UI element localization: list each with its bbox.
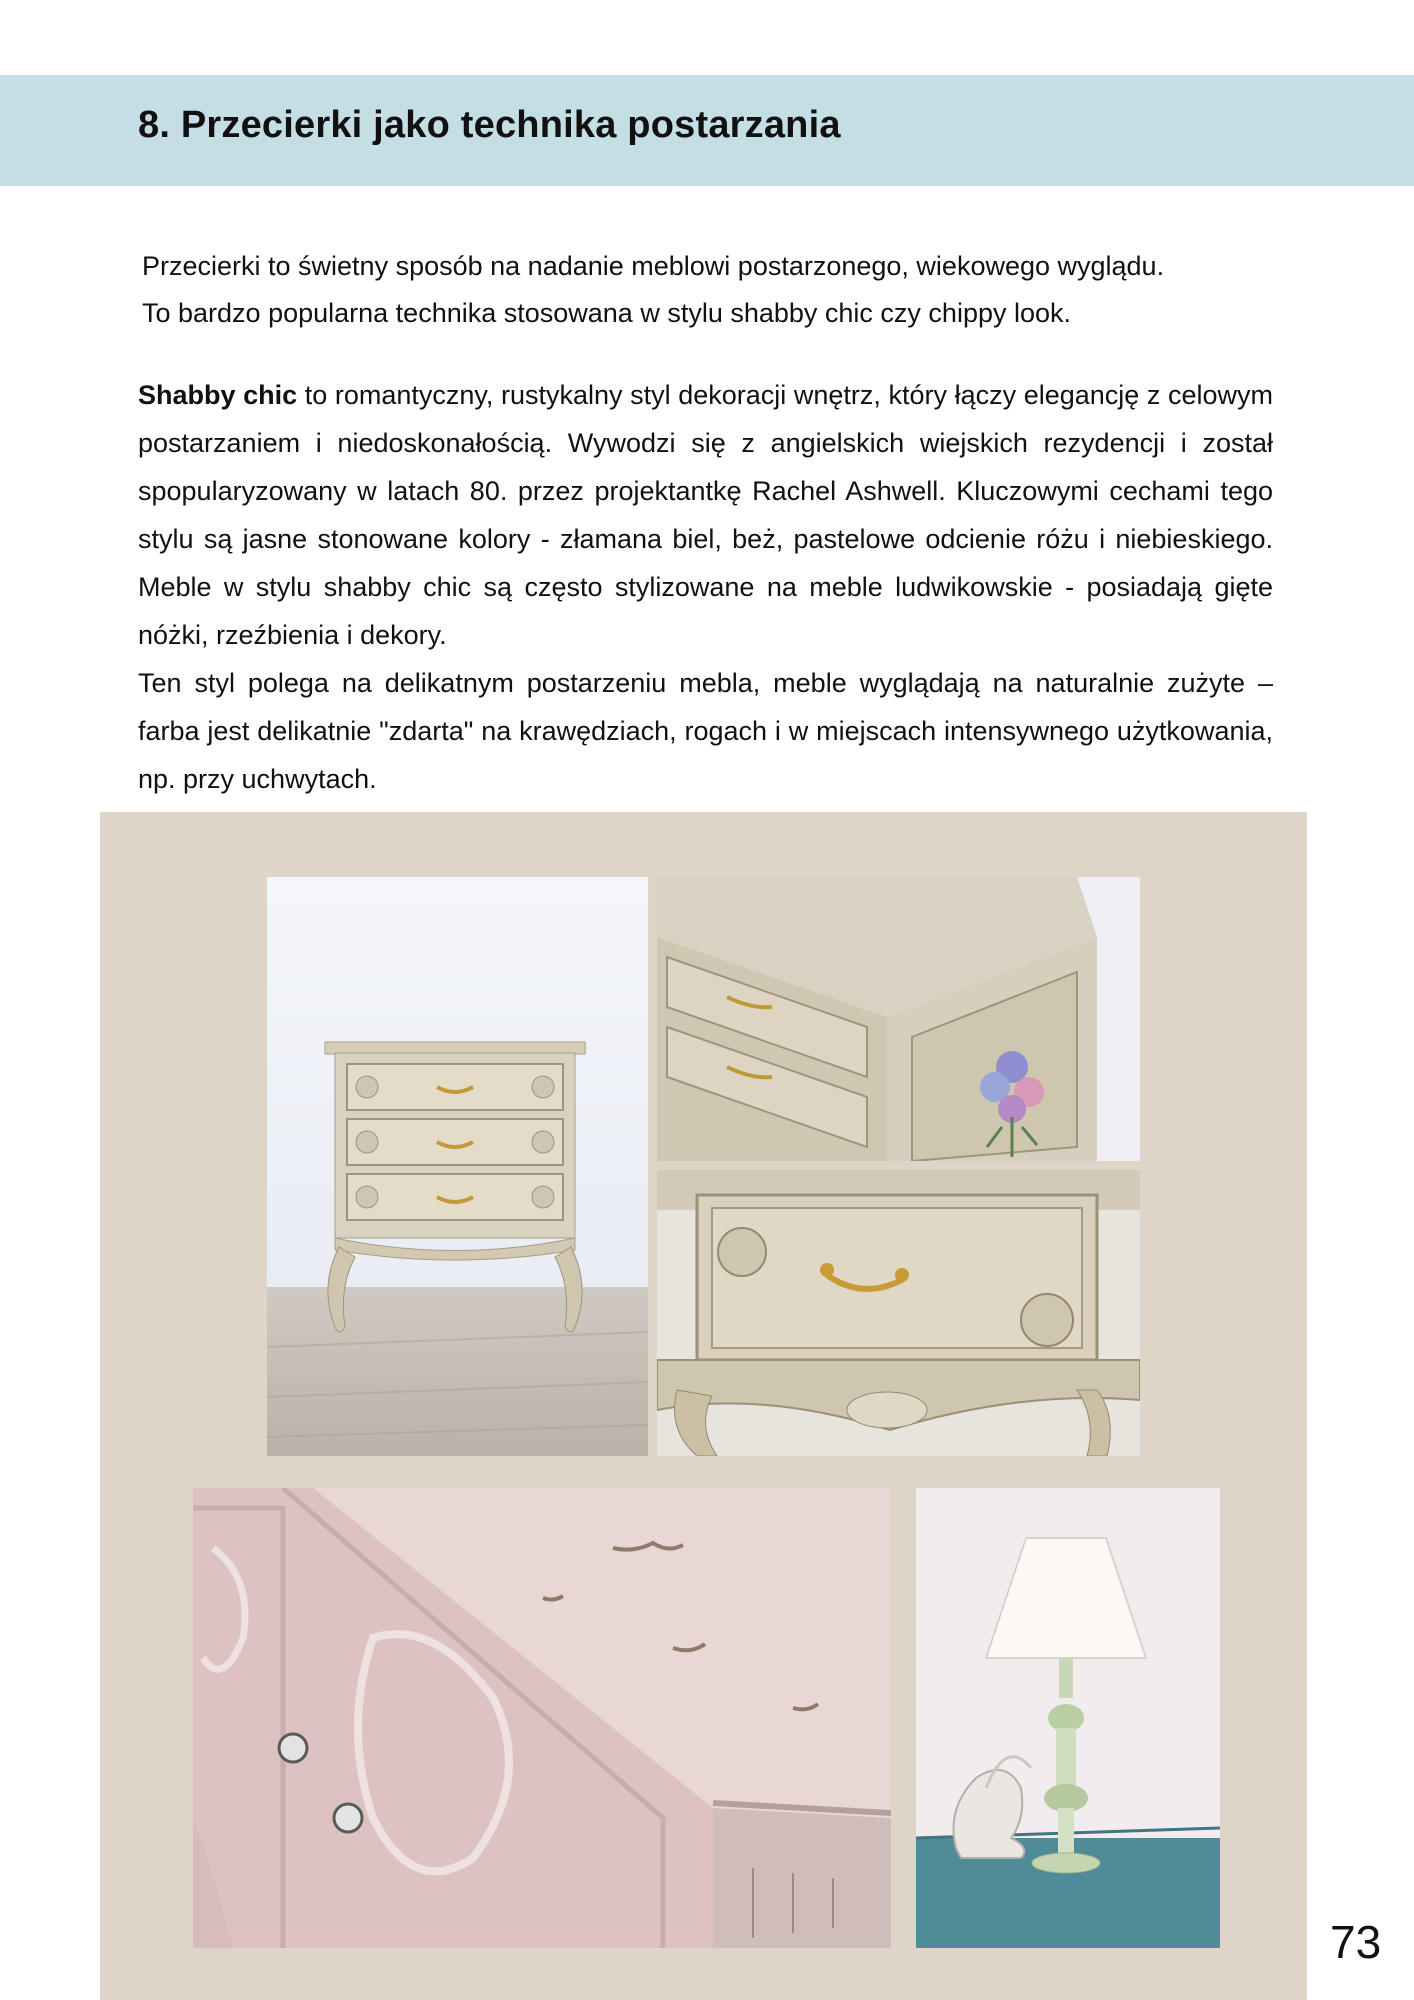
body-paragraph-2: Ten styl polega na delikatnym postarzeniu mebla, meble wyglądają na naturalnie zużyte – farba jest delikatnie "zdarta" na krawędziach, rogach i w miejscach intensywnego użytkowania, np. przy uchwytach. xyxy=(138,668,1273,794)
intro-line-1: Przecierki to świetny sposób na nadanie meblowi postarzonego, wiekowego wyglądu. xyxy=(142,251,1165,281)
body-paragraph-1 xyxy=(138,371,1273,659)
photo-pink-distressed-cabinet xyxy=(193,1488,891,1948)
body-text xyxy=(138,371,1273,803)
intro-line-2: To bardzo popularna technika stosowana w stylu shabby chic czy chippy look. xyxy=(142,298,1072,328)
bold-term: Shabby chic xyxy=(138,380,298,410)
intro-text xyxy=(142,243,1282,337)
photo-drawer-handle-detail xyxy=(657,1170,1140,1456)
photo-chest-of-drawers xyxy=(267,877,648,1456)
section-title: 8. Przecierki jako technika postarzania xyxy=(138,104,841,146)
page-number: 73 xyxy=(1330,1916,1382,1968)
photo-lamp-and-angel xyxy=(916,1488,1220,1948)
body-paragraph-1-text: to romantyczny, rustykalny styl dekoracji wnętrz, który łączy elegancję z celowym postarzaniem i niedoskonałością. Wywodzi się z angielskich wiejskich rezydencji i został spopularyzowany w latach 80. przez projektantkę Rachel Ashwell. Kluczowymi cechami tego stylu są jasne stonowane kolory - złamana biel, beż, pastelowe odcienie różu i niebieskiego. Meble w stylu shabby chic są często stylizowane na meble ludwikowskie - posiadają gięte nóżki, rzeźbienia i dekory. xyxy=(138,380,1273,650)
photo-chest-corner-detail xyxy=(657,877,1140,1161)
